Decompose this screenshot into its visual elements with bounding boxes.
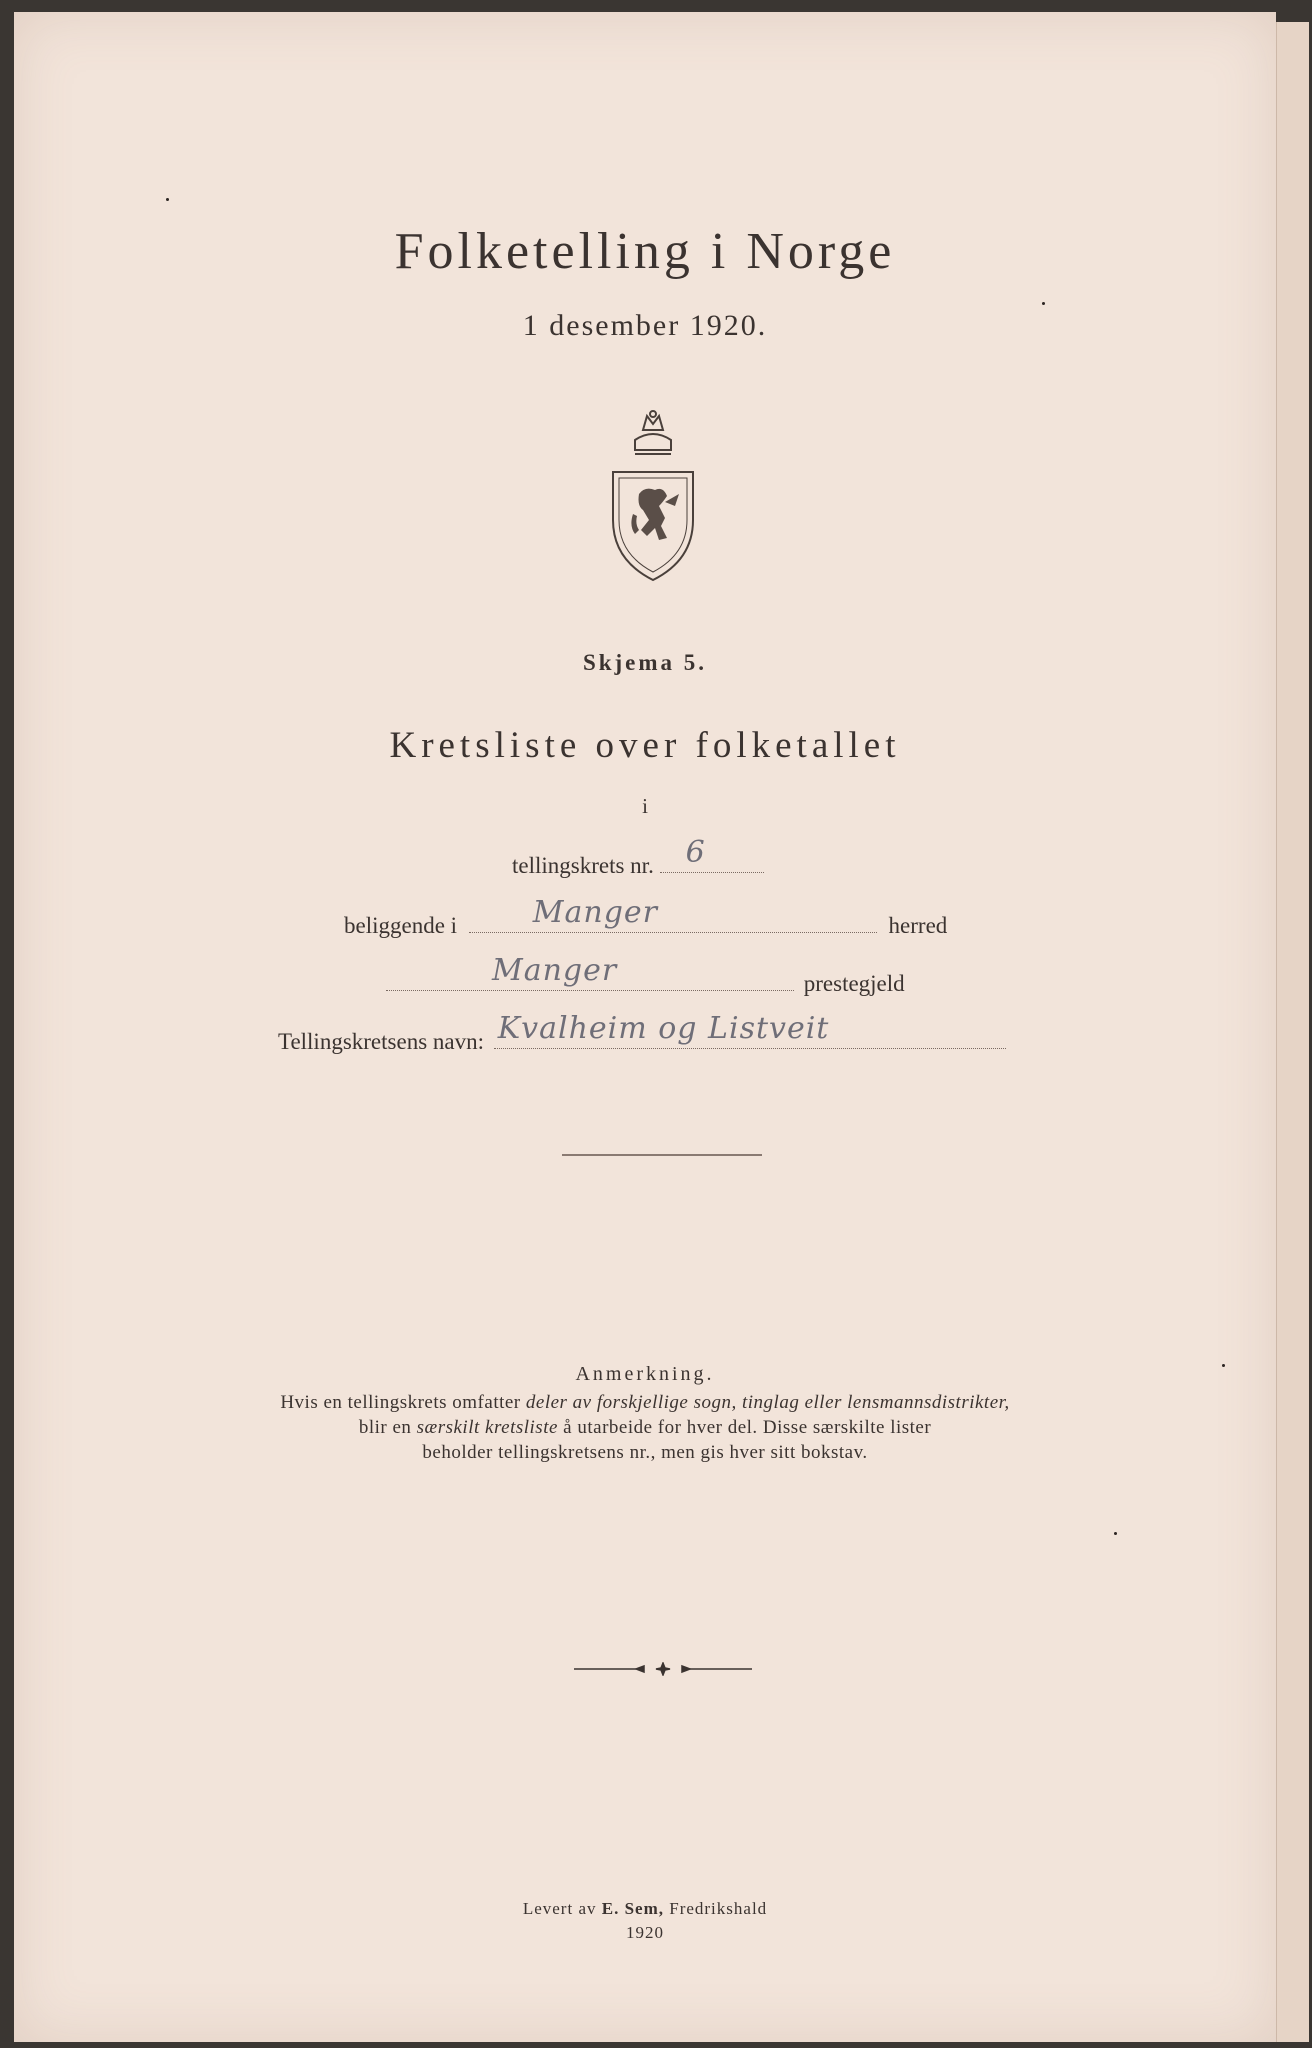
- ink-speck: [1042, 302, 1045, 305]
- note-line-1-text: Hvis en tellingskrets omfatter: [280, 1392, 526, 1413]
- schema-number: Skjema 5.: [582, 650, 708, 675]
- herred-row: [344, 895, 948, 939]
- prestegjeld-row: [386, 953, 905, 997]
- census-form-page: [14, 12, 1276, 2042]
- district-number-label: tellingskrets nr.: [512, 853, 654, 878]
- note-title: Anmerkning.: [575, 1363, 715, 1385]
- connector-word: i: [642, 794, 648, 818]
- district-name-value: Kvalheim og Listveit: [497, 1011, 830, 1046]
- prestegjeld-field[interactable]: [386, 953, 794, 991]
- divider-rule: [562, 1154, 762, 1156]
- printer-credit: [14, 1899, 1276, 1919]
- prestegjeld-suffix-label: prestegjeld: [803, 971, 905, 996]
- ink-speck: [1114, 1532, 1117, 1535]
- printer-name: E. Sem,: [601, 1899, 664, 1918]
- note-line-2-tail: å utarbeide for hver del. Disse særskilte lister: [557, 1417, 932, 1438]
- form-title: Folketelling i Norge: [394, 223, 896, 280]
- herred-value: Manger: [532, 895, 659, 930]
- norway-coat-of-arms-icon: [605, 410, 701, 582]
- printer-year: 1920: [626, 1923, 664, 1942]
- note-line-2-italic: særskilt kretsliste: [416, 1417, 558, 1438]
- herred-field[interactable]: [469, 895, 877, 933]
- note-line-2: [14, 1415, 1276, 1440]
- ornament-divider-icon: [574, 1662, 752, 1676]
- district-number-value: 6: [685, 835, 706, 870]
- census-date: 1 desember 1920.: [522, 309, 768, 342]
- page-edge: [1276, 22, 1309, 2042]
- printer-place: Fredrikshald: [663, 1899, 768, 1918]
- herred-suffix-label: herred: [888, 913, 948, 938]
- printer-prefix: Levert av: [522, 1899, 602, 1918]
- form-heading: Kretsliste over folketallet: [389, 725, 901, 766]
- prestegjeld-value: Manger: [492, 953, 618, 988]
- note-line-1-italic: deler av forskjellige sogn, tinglag eller lensmannsdistrikter,: [525, 1392, 1010, 1413]
- district-name-field[interactable]: [494, 1011, 1006, 1049]
- district-number-field[interactable]: [660, 835, 764, 873]
- note-line-2-text: blir en: [358, 1417, 417, 1438]
- district-number-row: [512, 835, 764, 879]
- ink-speck: [166, 198, 169, 201]
- herred-prefix-label: beliggende i: [344, 913, 458, 938]
- note-line-1: [14, 1390, 1276, 1415]
- district-name-label: Tellingskretsens navn:: [278, 1029, 484, 1054]
- district-name-row: [278, 1011, 1006, 1055]
- note-line-3: beholder tellingskretsens nr., men gis hver sitt bokstav.: [422, 1442, 868, 1463]
